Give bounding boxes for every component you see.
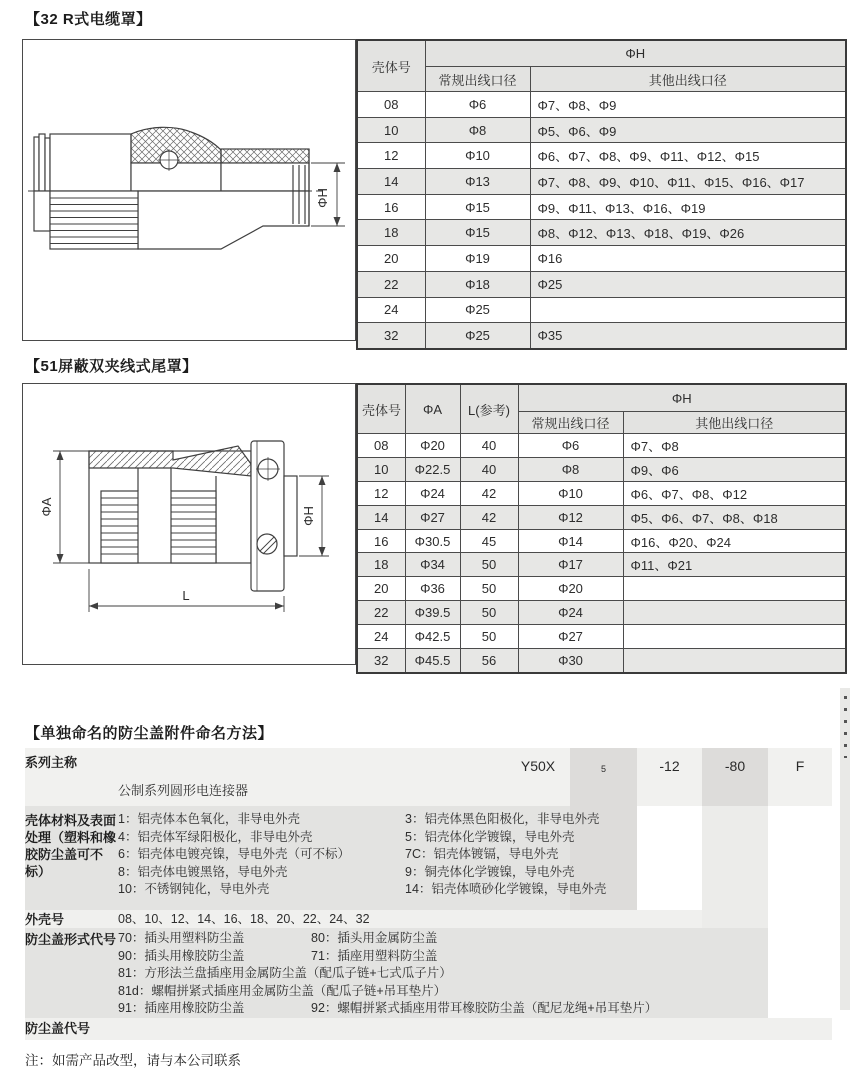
neck [284,476,297,556]
cell-other: Φ7、Φ8、Φ9、Φ10、Φ11、Φ15、Φ16、Φ17 [530,169,846,195]
cell-shell: 24 [357,297,425,323]
table-row [357,434,846,458]
cell-shell: 18 [357,553,405,577]
cell-regular: Φ10 [425,143,530,169]
cell-shell: 12 [357,481,405,505]
table-row [357,220,846,246]
list-item: 3：铝壳体黑色阳极化，非导电外壳 [405,812,600,826]
cell-regular: Φ19 [425,246,530,272]
table-row [357,649,846,673]
material-label: 壳体材料及表面处理（塑料和橡胶防尘盖可不标） [25,813,117,879]
cell-regular: Φ18 [425,271,530,297]
col-header-regular: 常规出线口径 [425,67,530,92]
cell-other: Φ5、Φ6、Φ9 [530,117,846,143]
cell-shell: 08 [357,92,425,118]
table-row [357,297,846,323]
col-header-regular: 常规出线口径 [518,412,623,434]
cell-shell: 20 [357,577,405,601]
cell-regular: Φ14 [518,529,623,553]
cell-regular: Φ8 [518,457,623,481]
section1-title: 【32 R式电缆罩】 [25,11,152,28]
band-code [25,1018,832,1040]
code-material: 5 [600,764,606,774]
tail-cover-drawing [23,384,354,663]
series-desc: 公制系列圆形电连接器 [118,783,249,798]
cell-other [623,649,846,673]
table-row [357,481,846,505]
cell-other [530,297,846,323]
list-item [118,1000,657,1018]
cell-regular: Φ24 [518,601,623,625]
material-list-left [118,811,350,899]
dim-phi-a [53,451,89,563]
cell-shell: 14 [357,505,405,529]
cell-other: Φ11、Φ21 [623,553,846,577]
col-header-l-ref: L(参考) [460,384,518,434]
series-label: 系列主称 [25,755,78,770]
code-cover: -80 [724,758,746,774]
cover-item: 91：插座用橡胶防尘盖 [118,1001,245,1015]
hatched-sleeve [221,149,309,163]
cell-l: 50 [460,577,518,601]
cell-other [623,601,846,625]
shell-values: 08、10、12、14、16、18、20、22、24、32 [118,912,370,926]
knurl-block [50,191,138,249]
cell-regular: Φ10 [518,481,623,505]
table-row [357,625,846,649]
col-header-shell: 壳体号 [357,40,425,92]
note: 注：如需产品改型，请与本公司联系 [25,1053,241,1068]
cell-phi-a: Φ45.5 [405,649,460,673]
table-row [357,505,846,529]
cell-phi-a: Φ39.5 [405,601,460,625]
dim-label-phi-h2: ΦH [301,506,316,526]
cell-l: 50 [460,601,518,625]
cell-l: 50 [460,553,518,577]
knurl-1 [101,491,138,563]
cover-item: 81d：螺帽拼紧式插座用金属防尘盖（配瓜子链+吊耳垫片） [118,983,447,998]
cell-regular: Φ6 [425,92,530,118]
cell-shell: 08 [357,434,405,458]
table-row [357,117,846,143]
rear-rings [34,134,50,191]
cell-other: Φ6、Φ7、Φ8、Φ12 [623,481,846,505]
table-row [357,529,846,553]
cell-other: Φ25 [530,271,846,297]
page-edge-artifact [838,688,850,1010]
table-row [357,577,846,601]
col-header-phi-a: ΦA [405,384,460,434]
tail-cover-drawing-box [22,383,356,665]
code-col-cover-top [702,748,768,806]
cell-shell: 18 [357,220,425,246]
list-item: 5：铝壳体化学镀镍，导电外壳 [405,829,575,844]
list-item [118,983,657,1001]
list-item [118,965,657,983]
section2-title: 【51屏蔽双夹线式尾罩】 [25,358,198,375]
body-upper [50,134,131,191]
cell-l: 40 [460,457,518,481]
cover-item: 71：插座用塑料防尘盖 [311,948,438,963]
cable-cover-drawing [23,40,354,339]
cell-shell: 32 [357,323,425,349]
cell-other [623,625,846,649]
table-row [357,457,846,481]
cell-regular: Φ6 [518,434,623,458]
cover-item: 81：方形法兰盘插座用金属防尘盖（配瓜子链+七式瓜子片） [118,966,452,980]
cell-phi-a: Φ30.5 [405,529,460,553]
cell-other: Φ7、Φ8、Φ9 [530,92,846,118]
cell-shell: 16 [357,529,405,553]
code-shell: -12 [659,758,680,774]
cell-shell: 14 [357,169,425,195]
cell-l: 42 [460,505,518,529]
list-item: 8：铝壳体电镀黑铬，导电外壳 [118,864,288,879]
clamp-bracket [251,441,284,591]
cell-other: Φ9、Φ6 [623,457,846,481]
cell-phi-a: Φ22.5 [405,457,460,481]
table-row [357,194,846,220]
naming-title: 【单独命名的防尘盖附件命名方法】 [25,725,274,742]
knurl-2 [171,491,216,563]
list-item: 14：铝壳体喷砂化学镀镍，导电外壳 [405,882,607,896]
cell-regular: Φ27 [518,625,623,649]
cell-shell: 16 [357,194,425,220]
cover-code-label: 防尘盖代号 [25,1021,91,1036]
dim-label-l: L [182,588,190,603]
list-item [118,930,657,948]
cell-other: Φ5、Φ6、Φ7、Φ8、Φ18 [623,505,846,529]
col-header-other: 其他出线口径 [623,412,846,434]
code-series: Y50X [520,758,556,774]
dim-label-phi-h: ΦH [315,188,330,208]
cell-l: 56 [460,649,518,673]
cell-other: Φ6、Φ7、Φ8、Φ9、Φ11、Φ12、Φ15 [530,143,846,169]
cell-shell: 22 [357,601,405,625]
cell-regular: Φ15 [425,220,530,246]
shell-label: 外壳号 [25,912,65,927]
cell-l: 40 [460,434,518,458]
cell-shell: 20 [357,246,425,272]
code-suffix: F [795,758,805,774]
cell-phi-a: Φ42.5 [405,625,460,649]
list-item: 1：铝壳体本色氧化，非导电外壳 [118,812,300,826]
cell-shell: 10 [357,117,425,143]
cell-regular: Φ20 [518,577,623,601]
material-list-right [405,811,606,899]
cell-other: Φ35 [530,323,846,349]
cell-other [623,577,846,601]
naming-diagram [25,748,832,1040]
cover-label: 防尘盖形式代号 [25,932,117,947]
list-item [118,948,657,966]
cell-other: Φ7、Φ8 [623,434,846,458]
body-lower [138,191,309,249]
cell-regular: Φ30 [518,649,623,673]
list-item: 9：铜壳体化学镀镍，导电外壳 [405,864,575,879]
cable-cover-table [356,39,847,350]
cell-phi-a: Φ36 [405,577,460,601]
table-row [357,553,846,577]
cell-l: 45 [460,529,518,553]
cell-regular: Φ15 [425,194,530,220]
cell-regular: Φ17 [518,553,623,577]
cell-shell: 10 [357,457,405,481]
col-header-phi-h: ΦH [518,384,846,412]
col-header-phi-h: ΦH [425,40,846,67]
cable-cover-drawing-box [22,39,356,341]
code-col-cover [702,806,768,928]
cell-other: Φ16 [530,246,846,272]
cell-shell: 22 [357,271,425,297]
cell-regular: Φ12 [518,505,623,529]
cover-lines [118,930,657,1018]
col-header-shell: 壳体号 [357,384,405,434]
cell-phi-a: Φ27 [405,505,460,529]
tail-cover-table [356,383,847,674]
table-row [357,92,846,118]
cell-other: Φ16、Φ20、Φ24 [623,529,846,553]
cover-item: 90：插头用橡胶防尘盖 [118,948,245,963]
table-row [357,271,846,297]
cell-shell: 24 [357,625,405,649]
cell-regular: Φ13 [425,169,530,195]
table-row [357,169,846,195]
table-row [357,246,846,272]
cell-phi-a: Φ20 [405,434,460,458]
cell-phi-a: Φ34 [405,553,460,577]
cell-regular: Φ8 [425,117,530,143]
cover-item: 92：螺帽拼紧式插座用带耳橡胶防尘盖（配尼龙绳+吊耳垫片） [311,1001,658,1015]
dim-label-phi-a: ΦA [39,497,54,517]
list-item: 10：不锈钢钝化，导电外壳 [118,882,270,896]
list-item: 6：铝壳体电镀亮镍，导电外壳（可不标） [118,847,350,861]
cover-item: 80：插头用金属防尘盖 [311,931,438,945]
cell-regular: Φ25 [425,297,530,323]
page-edge-marks [844,696,847,758]
cell-other: Φ8、Φ12、Φ13、Φ18、Φ19、Φ26 [530,220,846,246]
cell-l: 42 [460,481,518,505]
col-header-other: 其他出线口径 [530,67,846,92]
table-row [357,143,846,169]
cell-shell: 32 [357,649,405,673]
cover-item: 70：插头用塑料防尘盖 [118,931,245,945]
cell-phi-a: Φ24 [405,481,460,505]
cell-regular: Φ25 [425,323,530,349]
list-item: 4：铝壳体军绿阳极化，非导电外壳 [118,829,313,844]
list-item: 7C：铝壳体镀镉，导电外壳 [405,847,559,861]
cell-shell: 12 [357,143,425,169]
cell-other: Φ9、Φ11、Φ13、Φ16、Φ19 [530,194,846,220]
table-row [357,323,846,349]
table-row [357,601,846,625]
cell-l: 50 [460,625,518,649]
